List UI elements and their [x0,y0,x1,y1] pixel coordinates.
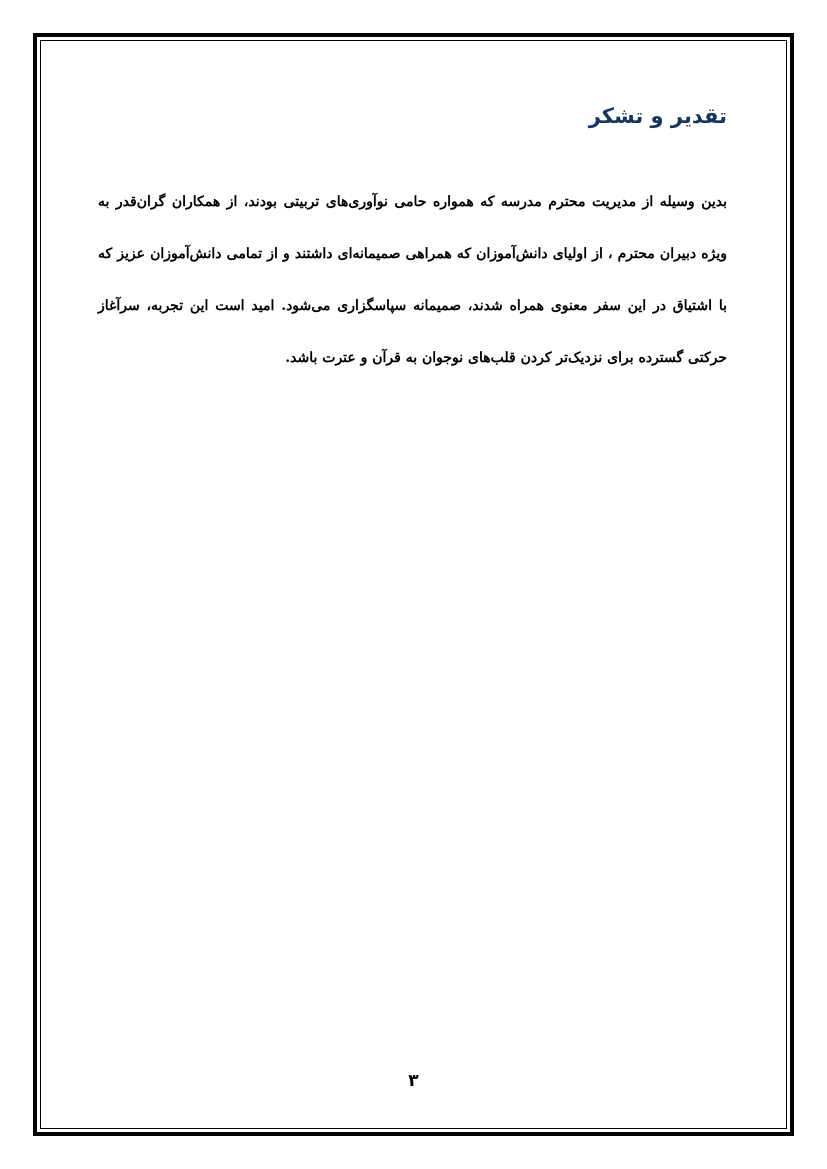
page-number: ۳ [408,1071,419,1091]
acknowledgement-paragraph: بدین وسیله از مدیریت محترم مدرسه که همواره حامی نوآوری‌های تربیتی بودند، از همکاران گران‌قدر به ویژه دبیران محترم ، از اولیای دانش‌آموزان که همراهی صمیمانه‌ای داشتند و از تمامی دانش‌آموزان عزیز که با اشتیاق در این سفر معنوی همراه شدند، صمیمانه سپاسگزاری می‌شود. امید است این تجربه، سرآغاز حرکتی گسترده برای نزدیک‌تر کردن قلب‌های نوجوان به قرآن و عترت باشد. [98,194,727,366]
page-title: تقدیر و تشکر [588,104,727,128]
